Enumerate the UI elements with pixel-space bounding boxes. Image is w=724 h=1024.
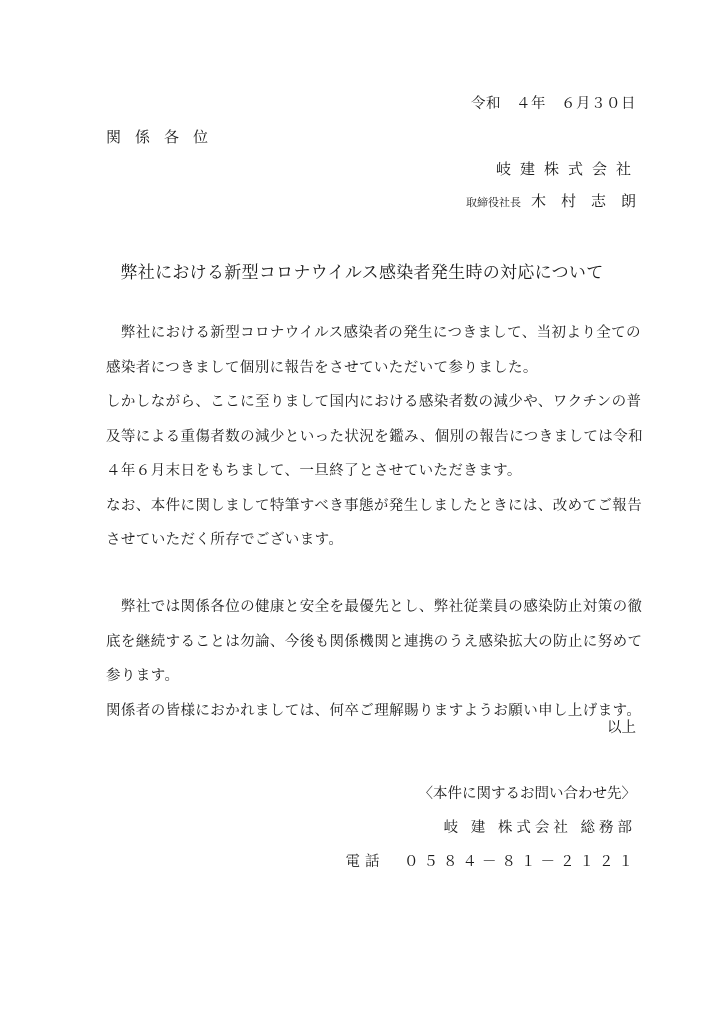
paragraph-line: 及等による重傷者数の減少といった状況を鑑み、個別の報告につきましては令和 [106,428,643,445]
closing-mark: 以上 [607,720,636,736]
paragraph-line: 弊社では関係各位の健康と安全を最優先とし、弊社従業員の感染防止対策の徹 [106,599,643,615]
signer-name: 木村志朗 [530,192,651,210]
signer-title: 取締役社長 [465,196,521,209]
paragraph-line: ４年６月末日をもちまして、一旦終了とさせていただきます。 [106,463,522,479]
paragraph-line: 弊社における新型コロナウイルス感染者の発生につきまして、当初より全ての [106,325,641,341]
paragraph-line: しかしながら、ここに至りまして国内における感染者数の減少や、ワクチンの普 [106,394,642,410]
contact-phone: 電話 ０５８４－８１－２１２１ [345,854,638,870]
document-title: 弊社における新型コロナウイルス感染者発生時の対応について [120,263,604,283]
paragraph-line: 関係者の皆様におかれましては、何卒ご理解賜りますようお願い申し上げます。 [106,702,642,719]
document-date: 令和 ４年 ６月３０日 [471,96,636,112]
contact-department: 岐 建 株式会社 総務部 [443,820,636,836]
paragraph-2 [106,590,643,728]
paragraph-line: 底を継続することは勿論、今後も関係機関と連携のうえ感染拡大の防止に努めて [106,633,643,650]
signer [465,190,651,211]
company-name: 岐建株式会社 [495,160,640,178]
paragraph-line: 感染者につきまして個別に報告をさせていただいて参りました。 [106,359,538,376]
paragraph-line: させていただく所存でございます。 [106,532,344,548]
paragraph-1 [106,316,643,558]
recipient: 関係各位 [106,128,223,146]
contact-heading: 〈本件に関するお問い合わせ先〉 [418,786,636,802]
paragraph-line: 参ります。 [106,668,180,684]
paragraph-line: なお、本件に関しまして特筆すべき事態が発生しましたときには、改めてご報告 [106,497,643,514]
